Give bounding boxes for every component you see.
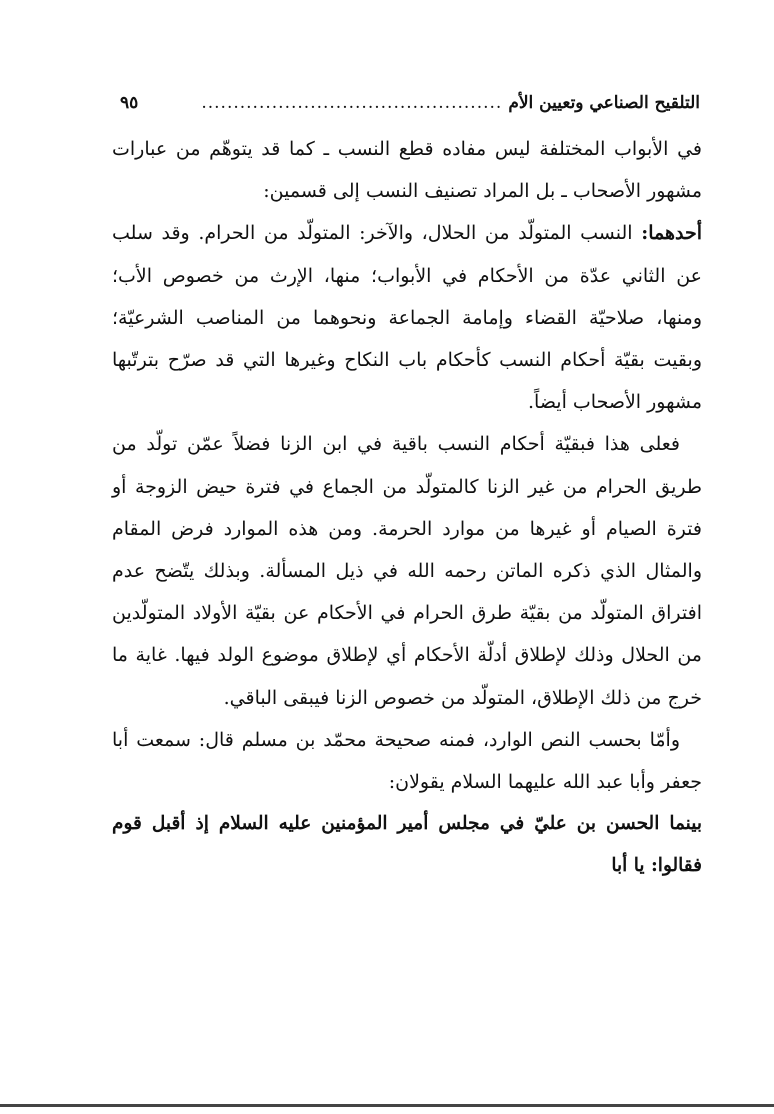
body-text [112,128,702,888]
paragraph-4: وأمّا بحسب النص الوارد، فمنه صحيحة محمّد بن مسلم قال: سمعت أبا جعفر وأبا عبد الله عليهما السلام يقولان: [112,728,702,794]
running-header [120,88,700,118]
paragraph-1: في الأبواب المختلفة ليس مفاده قطع النسب ـ كما قد يتوهّم من عبارات مشهور الأصحاب ـ بل المراد تصنيف النسب إلى قسمين: [112,138,702,203]
paragraph-2-lead: أحدهما: [641,222,702,245]
page-number: ٩٥ [120,93,139,113]
hadith-quote: بينما الحسن بن عليّ في مجلس أمير المؤمنين عليه السلام إذ أقبل قوم فقالوا: يا أبا [112,813,702,877]
paragraph-2 [112,212,702,423]
paragraph-2-text: النسب المتولّد من الحلال، والآخر: المتولّد من الحرام. وقد سلب عن الثاني عدّة من الأحكام في الأبواب؛ منها، الإرث من خصوص الأب؛ ومنها، صلاحيّة القضاء وإمامة الجماعة ونحوهما من المناصب الشرعيّة؛ وبقيت بقيّة أحكام النسب كأحكام باب النكاح وغيرها التي قد صرّح بترتّبها مشهور الأصحاب أيضاً. [112,222,702,414]
page-bottom-edge [0,1104,774,1107]
header-title: التلقيح الصناعي وتعيين الأم [508,93,700,113]
paragraph-3: فعلى هذا فبقيّة أحكام النسب باقية في ابن الزنا فضلاً عمّن تولّد من طريق الحرام من غير الزنا كالمتولّد من الجماع في فترة حيض الزوجة أو فترة الصيام أو غيرها من موارد الحرمة. ومن هذه الموارد فرض المقام والمثال الذي ذكره الماتن رحمه الله في ذيل المسألة. وبذلك يتّضح عدم افتراق المتولّد من بقيّة طرق الحرام في الأحكام عن بقيّة الأولاد المتولّدين من الحلال وذلك لإطلاق أدلّة الأحكام أي لإطلاق موضوع الولد فيها. غاية ما خرج من ذلك الإطلاق، المتولّد من خصوص الزنا فيبقى الباقي. [112,433,702,709]
header-dot-leader: ............................................... [201,93,503,113]
